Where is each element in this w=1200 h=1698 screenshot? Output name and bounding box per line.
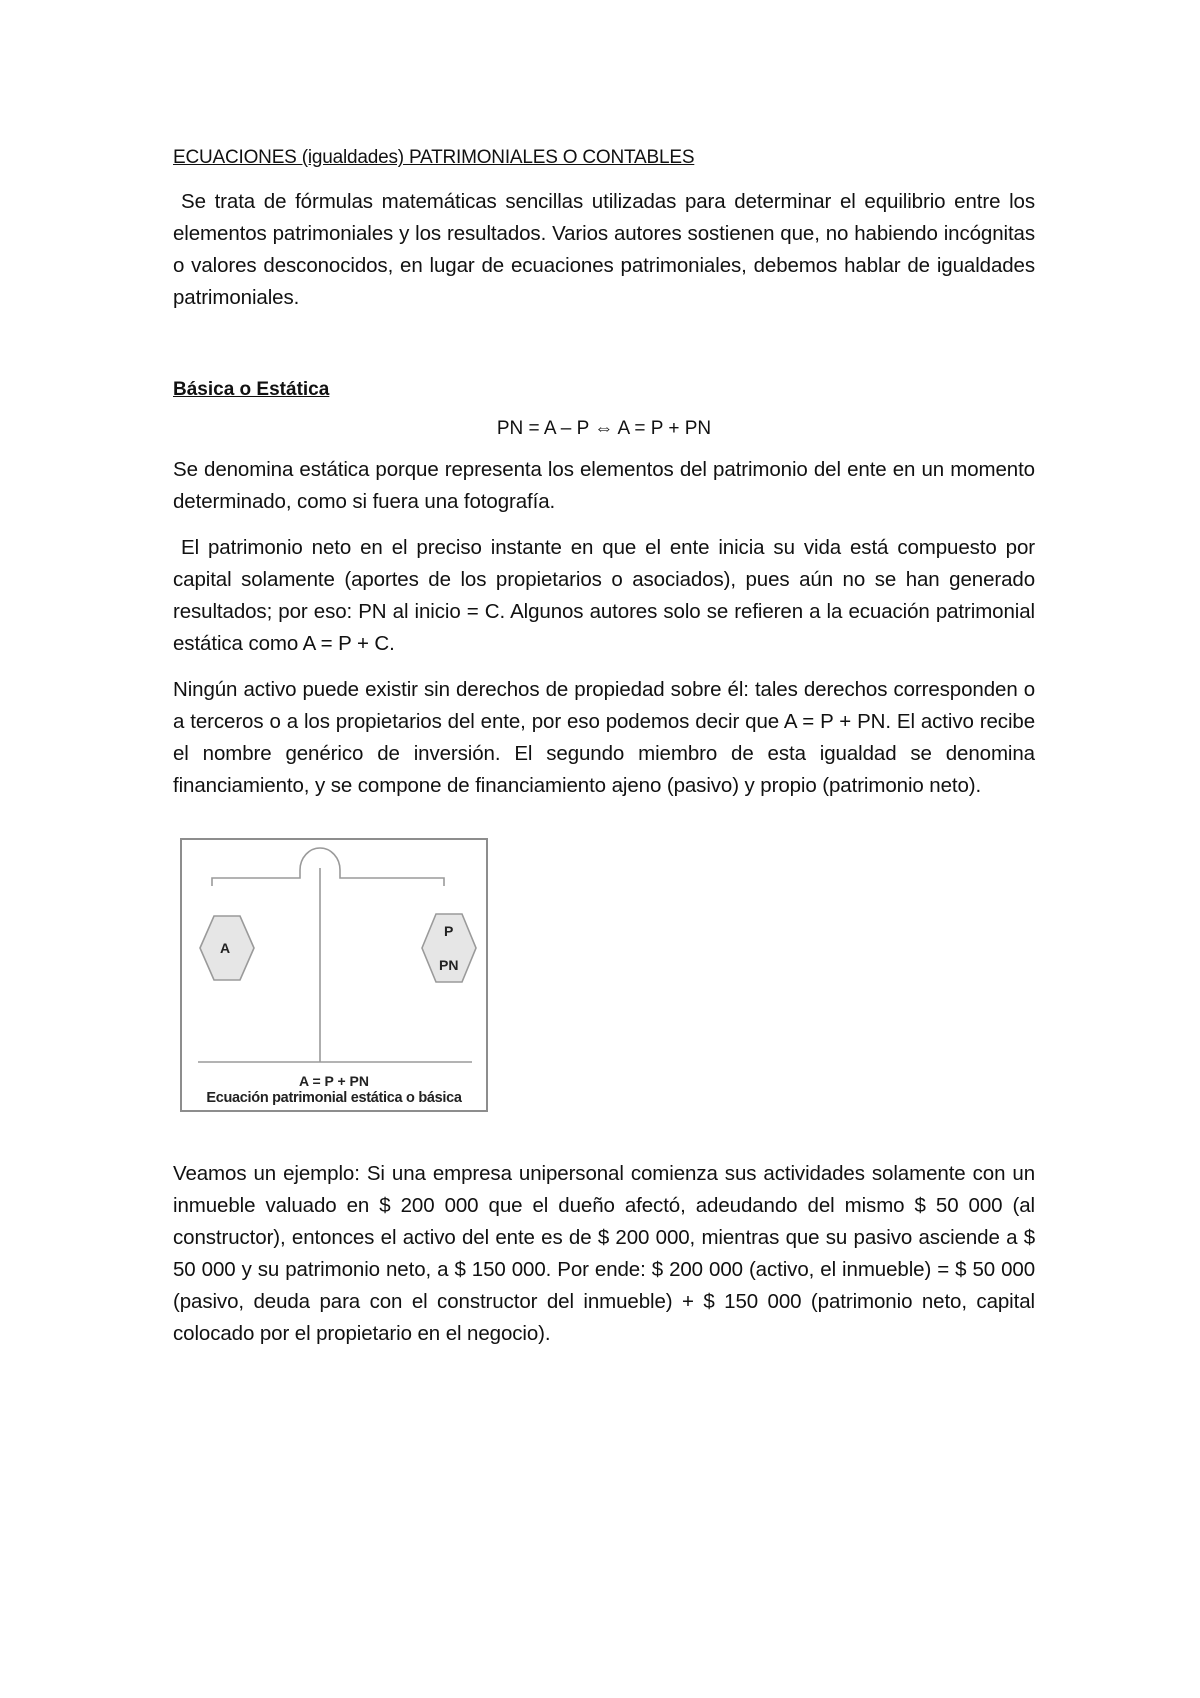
scale-beam <box>212 848 444 886</box>
right-pan-label-top: P <box>444 923 454 939</box>
paragraph-property-rights: Ningún activo puede existir sin derechos de propiedad sobre él: tales derechos corresponden o a terceros o a los propietarios del ente, por eso podemos decir que A = P + PN. El activo recibe el nombre genérico de inversión. El segundo miembro de esta igualdad se denomina financiamiento, y se compone de financiamiento ajeno (pasivo) y propio (patrimonio neto). <box>173 678 1035 797</box>
equation-line: PN = A – P ⇔ A = P + PN <box>496 418 712 439</box>
intro-paragraph: Se trata de fórmulas matemáticas sencillas utilizadas para determinar el equilibrio entre los elementos patrimoniales y los resultados. Varios autores sostienen que, no habiendo incógnitas o valores desconocidos, en lugar de ecuaciones patrimoniales, debemos hablar de igualdades patrimoniales. <box>173 190 1035 309</box>
paragraph-initial-equity: El patrimonio neto en el preciso instante en que el ente inicia su vida está compuesto por capital solamente (aportes de los propietarios o asociados), pues aún no se han generado resultados; por eso: PN al inicio = C. Algunos autores solo se refieren a la ecuación patrimonial estática como A = P + C. <box>173 536 1035 655</box>
spacer <box>173 518 1035 532</box>
document-content <box>173 144 1035 1350</box>
figure-equation: A = P + PN <box>298 1073 370 1089</box>
spacer <box>173 802 1035 838</box>
example-paragraph: Veamos un ejemplo: Si una empresa unipersonal comienza sus actividades solamente con un inmueble valuado en $ 200 000 que el dueño afectó, adeudando del mismo $ 50 000 (al constructor), entonces el activo del ente es de $ 200 000, mientras que su pasivo asciende a $ 50 000 y su patrimonio neto, a $ 150 000. Por ende: $ 200 000 (activo, el inmueble) = $ 50 000 (pasivo, deuda para con el constructor del inmueble) + $ 150 000 (patrimonio neto, capital colocado por el propietario en el negocio). <box>173 1162 1035 1345</box>
document-title: ECUACIONES (igualdades) PATRIMONIALES O CONTABLES <box>173 147 695 168</box>
figure-caption: Ecuación patrimonial estática o básica <box>206 1090 462 1106</box>
spacer <box>173 1112 1035 1158</box>
right-pan-label-bottom: PN <box>439 957 459 973</box>
spacer <box>173 443 1035 454</box>
balance-scale-drawing <box>182 840 486 1110</box>
spacer <box>173 314 1035 376</box>
left-pan-label: A <box>220 940 231 956</box>
spacer <box>173 404 1035 415</box>
paragraph-static: Se denomina estática porque representa los elementos del patrimonio del ente en un momento determinado, como si fuera una fotografía. <box>173 458 1035 513</box>
spacer <box>173 660 1035 674</box>
balance-scale-figure <box>180 838 488 1112</box>
section-heading: Básica o Estática <box>173 379 330 400</box>
